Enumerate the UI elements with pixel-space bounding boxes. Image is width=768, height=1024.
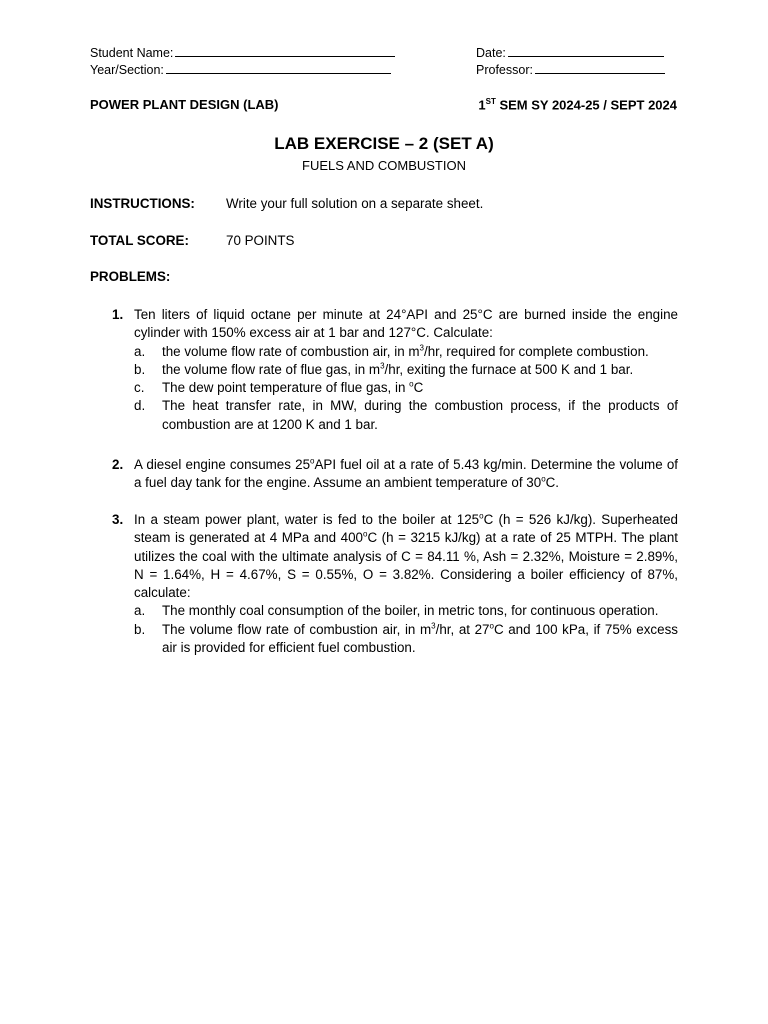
problem-1: [112, 306, 678, 434]
professor-field: [476, 61, 665, 79]
semester-prefix: 1: [478, 97, 486, 113]
sub-question: [134, 379, 678, 397]
instructions-text: Write your full solution on a separate sheet.: [226, 196, 484, 211]
instructions-row: [90, 196, 483, 211]
sub-letter: b.: [134, 361, 146, 377]
sub-question: [134, 397, 678, 434]
sub-letter: a.: [134, 343, 146, 359]
sub-letter: c.: [134, 380, 145, 396]
problem-text: In a steam power plant, water is fed to the boiler at 125$^o$C (h = 526 kJ/kg). Superheated steam is generated at 4 MPa and 400$^o$C (h = 3215 kJ/kg) at a rate of 25 MTPH. The plant utilizes the coal with the ultimate analysis of C = 84.11 %, Ash = 2.32%, Moisture = 2.89%, N = 1.64%, H = 4.67%, S = 0.55%, O = 3.82%. Considering a boiler efficiency of 87%, calculate:: [134, 511, 678, 601]
student-name-line[interactable]: [175, 44, 395, 57]
problem-3: [112, 511, 678, 657]
problem-2: [112, 456, 678, 493]
total-score-row: [90, 233, 294, 248]
sub-text: The heat transfer rate, in MW, during the combustion process, if the products of combustion are at 1200 K and 1 bar.: [162, 398, 678, 432]
student-name-field: [90, 44, 395, 62]
exercise-subtitle: FUELS AND COMBUSTION: [302, 158, 466, 173]
total-score-label: TOTAL SCORE:: [90, 233, 189, 248]
problem-number: 1.: [112, 307, 124, 322]
sub-letter: a.: [134, 603, 146, 619]
semester-rest: SEM SY 2024-25 / SEPT 2024: [495, 97, 677, 113]
sub-text: The volume flow rate of combustion air, in $m^3/hr$, at 27$^o$C and 100 kPa, if 75% excess air is provided for efficient fuel combustion.: [162, 621, 678, 656]
course-title: POWER PLANT DESIGN (LAB): [90, 97, 279, 112]
year-section-label: Year/Section:: [90, 63, 164, 77]
semester-info: [478, 97, 677, 112]
exercise-title: LAB EXERCISE – 2 (SET A): [274, 134, 494, 153]
problem-number: 3.: [112, 512, 124, 527]
problem-text: Ten liters of liquid octane per minute at 24°API and 25°C are burned inside the engine cylinder with 150% excess air at 1 bar and 127°C. Calculate:: [134, 307, 678, 341]
professor-label: Professor:: [476, 63, 533, 77]
date-label: Date:: [476, 46, 506, 60]
professor-line[interactable]: [535, 61, 665, 74]
problems-heading: PROBLEMS:: [90, 269, 171, 284]
problem-text: A diesel engine consumes 25$^o$API fuel oil at a rate of 5.43 kg/min. Determine the volume of a fuel day tank for the engine. Assume an ambient temperature of 30$^o$C.: [134, 456, 678, 491]
sub-letter: b.: [134, 621, 146, 637]
sub-text: the volume flow rate of combustion air, in $m^3/hr$, required for complete combustion.: [162, 343, 649, 359]
total-score-text: 70 POINTS: [226, 233, 295, 248]
date-line[interactable]: [508, 44, 664, 57]
year-section-line[interactable]: [166, 61, 391, 74]
date-field: [476, 44, 664, 62]
sub-text: The monthly coal consumption of the boiler, in metric tons, for continuous operation.: [162, 603, 659, 619]
sub-question: [134, 343, 678, 361]
problem-number: 2.: [112, 457, 124, 472]
sub-text: the volume flow rate of flue gas, in $m^3/hr$, exiting the furnace at 500 K and 1 bar.: [162, 361, 634, 377]
semester-sup: ST: [485, 97, 496, 106]
sub-question: [134, 361, 678, 379]
sub-question: [134, 602, 678, 620]
year-section-field: [90, 61, 391, 79]
sub-question: [134, 621, 678, 658]
sub-text: The dew point temperature of flue gas, in $^o$C: [162, 379, 424, 396]
sub-letter: d.: [134, 398, 146, 414]
student-name-label: Student Name:: [90, 46, 174, 60]
instructions-label: INSTRUCTIONS:: [90, 196, 195, 211]
